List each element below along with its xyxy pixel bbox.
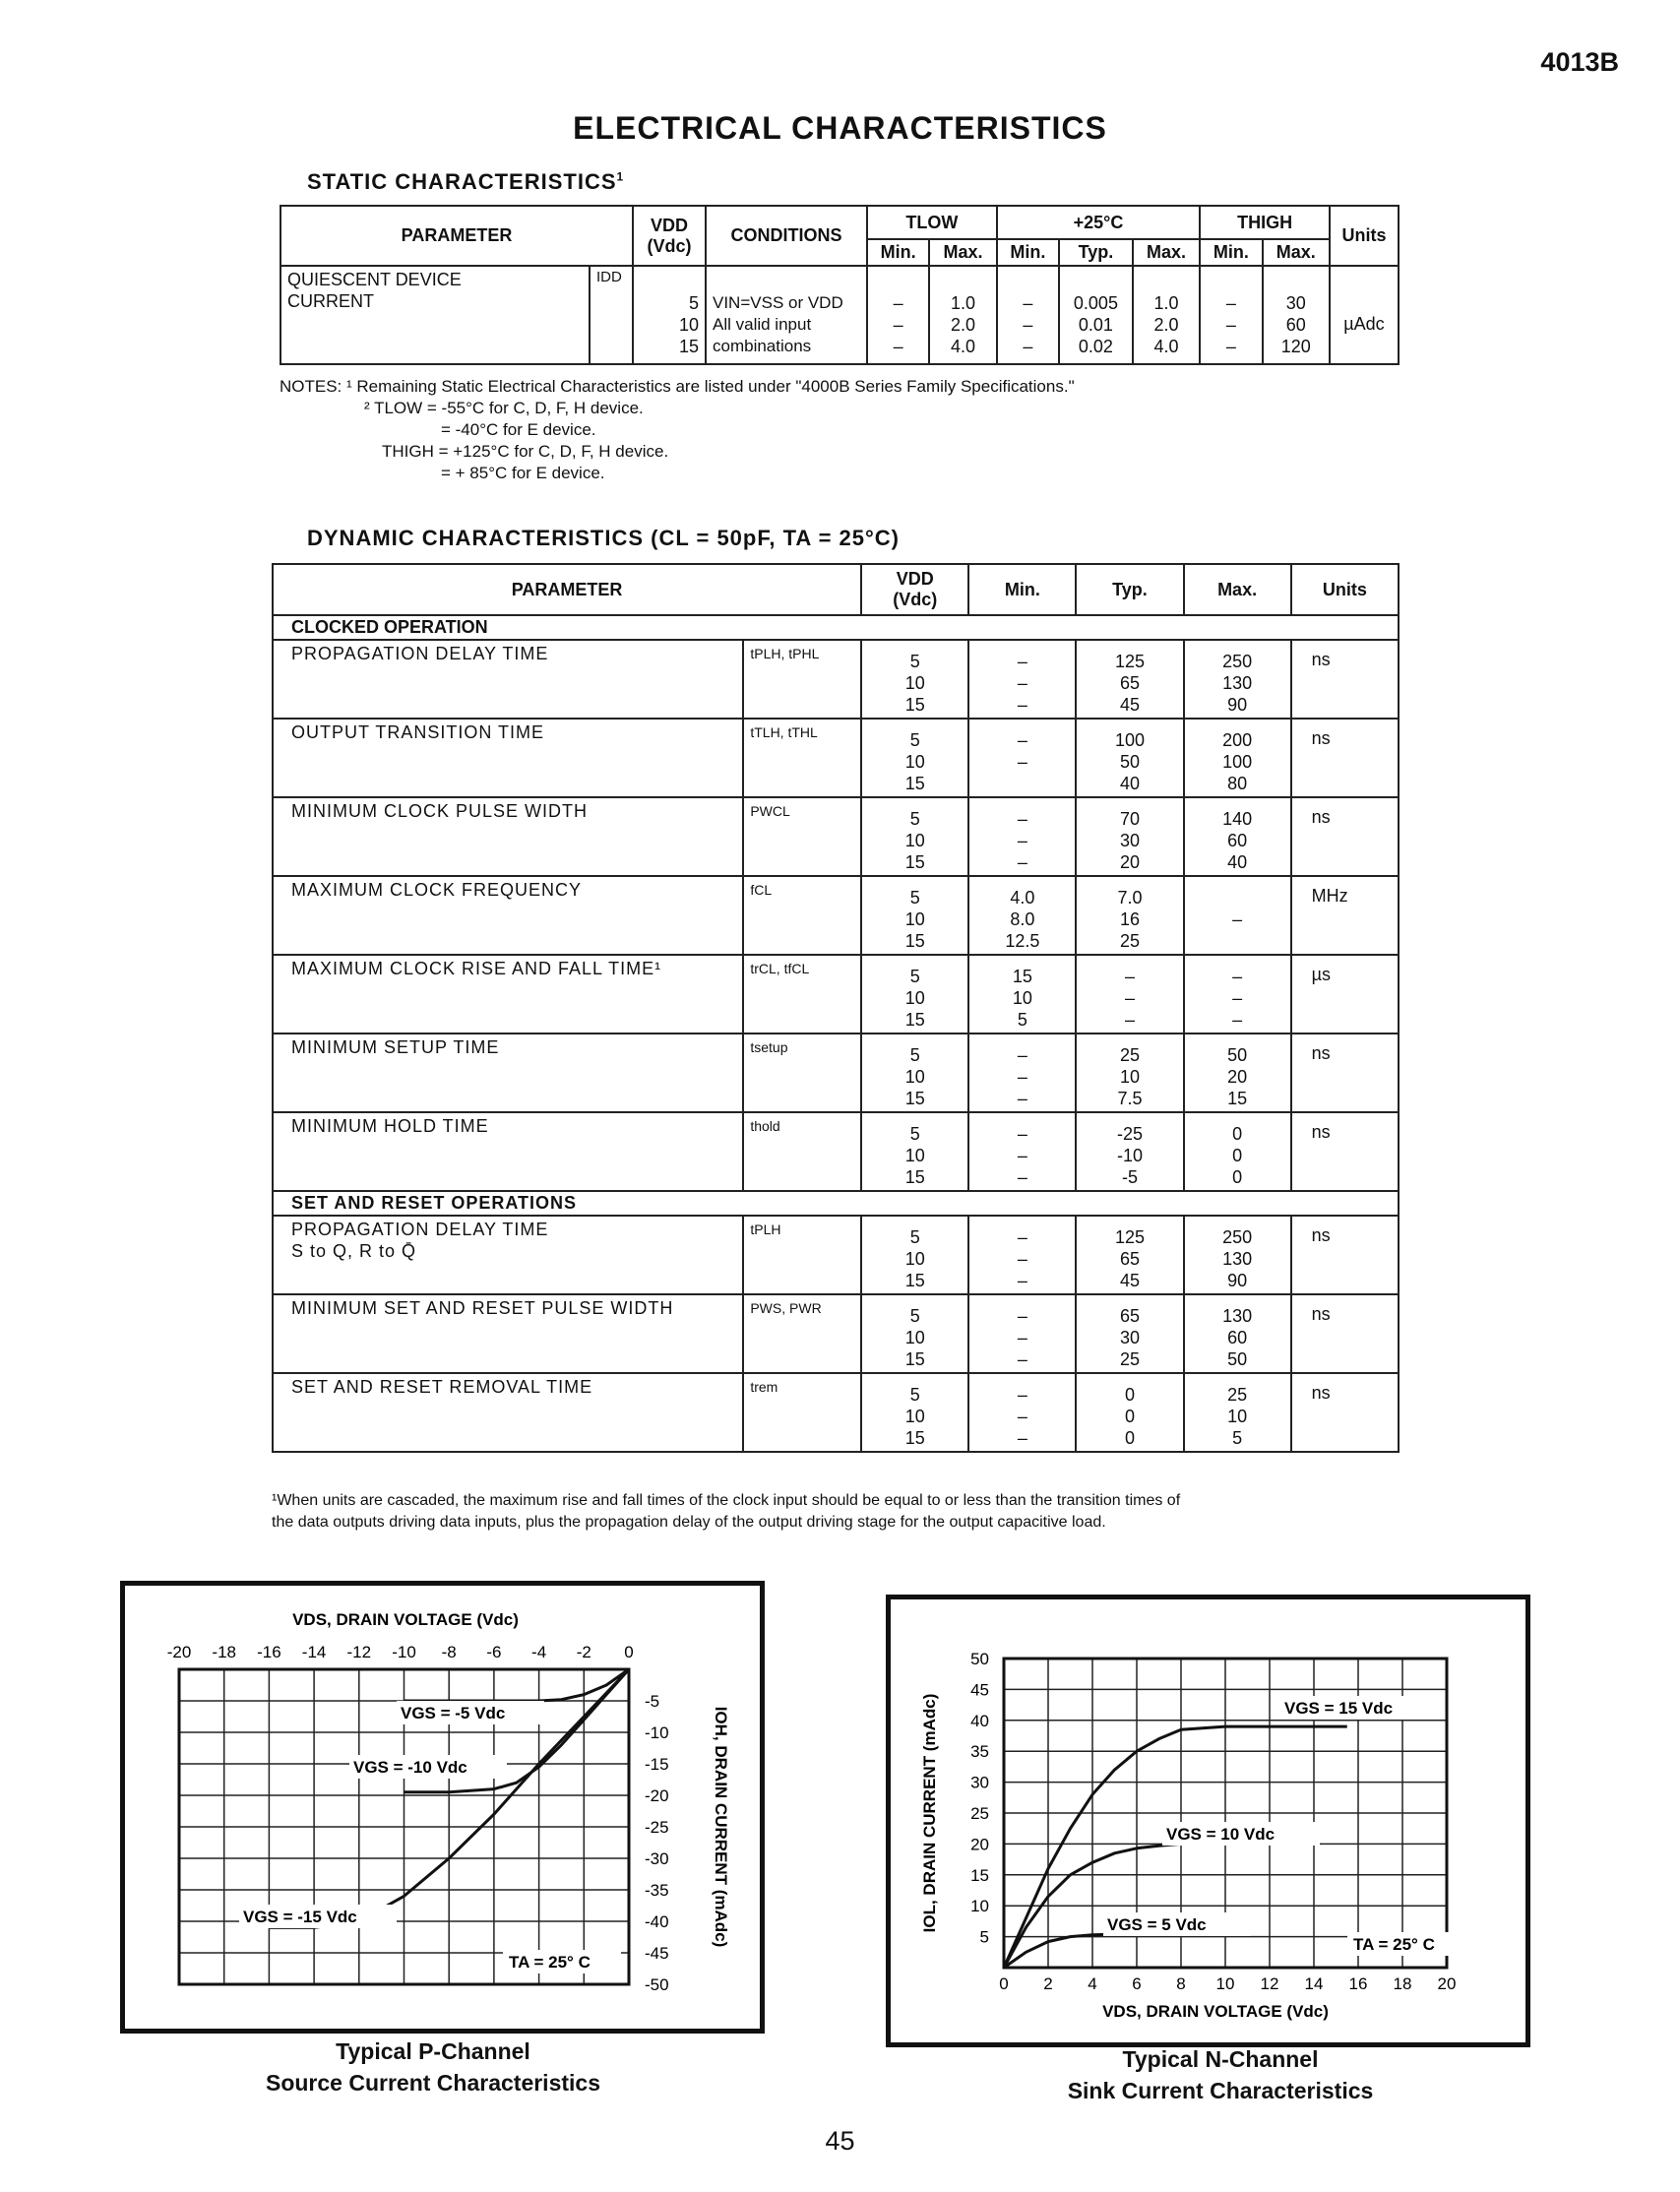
th-25-typ: Typ. <box>1059 239 1133 266</box>
x-tick-label: 18 <box>1393 1974 1412 1993</box>
clocked-param: MAXIMUM CLOCK FREQUENCY <box>273 876 743 955</box>
setreset-max: 25 10 5 <box>1184 1373 1291 1452</box>
setreset-row <box>273 1294 1399 1373</box>
clocked-typ: – – – <box>1076 955 1183 1033</box>
temperature-annotation: TA = 25° C <box>1353 1935 1435 1954</box>
p-channel-caption <box>187 2035 679 2098</box>
clocked-typ: 7.0 16 25 <box>1076 876 1183 955</box>
clocked-min: – – <box>968 719 1076 797</box>
clocked-typ: 125 65 45 <box>1076 640 1183 719</box>
setreset-min: – – – <box>968 1216 1076 1294</box>
setreset-vdd: 5 10 15 <box>861 1373 968 1452</box>
clocked-symbol: tTLH, tTHL <box>743 719 861 797</box>
th-thigh-min: Min. <box>1200 239 1262 266</box>
note-1: NOTES: ¹ Remaining Static Electrical Characteristics are listed under "4000B Series Family Specifications." <box>280 377 1075 396</box>
static-thigh-min: – – – <box>1200 266 1262 364</box>
series-line-3 <box>1004 1933 1225 1968</box>
series-label-1: VGS = -5 Vdc <box>401 1704 506 1722</box>
th-vdd <box>633 206 706 266</box>
clocked-symbol: tPLH, tPHL <box>743 640 861 719</box>
clocked-max: 140 60 40 <box>1184 797 1291 876</box>
setreset-symbol: trem <box>743 1373 861 1452</box>
th-conditions: CONDITIONS <box>706 206 867 266</box>
clocked-min: 4.0 8.0 12.5 <box>968 876 1076 955</box>
dth-units: Units <box>1291 564 1399 615</box>
y-tick-label: -50 <box>645 1975 669 1994</box>
setreset-units: ns <box>1291 1373 1399 1452</box>
clocked-max: 250 130 90 <box>1184 640 1291 719</box>
clocked-max: – <box>1184 876 1291 955</box>
n-caption-line2: Sink Current Characteristics <box>1067 2078 1374 2103</box>
y-tick-label: -25 <box>645 1818 669 1837</box>
clocked-typ: 70 30 20 <box>1076 797 1183 876</box>
clocked-symbol: thold <box>743 1112 861 1191</box>
setreset-units: ns <box>1291 1294 1399 1373</box>
setreset-max: 250 130 90 <box>1184 1216 1291 1294</box>
x-tick-label: 16 <box>1348 1974 1368 1993</box>
x-tick-label: -16 <box>257 1643 281 1661</box>
setreset-min: – – – <box>968 1294 1076 1373</box>
clocked-param: OUTPUT TRANSITION TIME <box>273 719 743 797</box>
y-tick-label: 50 <box>970 1650 989 1668</box>
clocked-units: ns <box>1291 1112 1399 1191</box>
dth-max: Max. <box>1184 564 1291 615</box>
clocked-vdd: 5 10 15 <box>861 797 968 876</box>
x-tick-label: -18 <box>212 1643 236 1661</box>
th-tlow: TLOW <box>867 206 997 239</box>
y-tick-label: 25 <box>970 1804 989 1823</box>
static-vdd: 5 10 15 <box>633 266 706 364</box>
dynamic-table <box>272 563 1400 1453</box>
x-tick-label: 6 <box>1132 1974 1142 1993</box>
n-channel-graph <box>886 1595 1530 2047</box>
series-label-2: VGS = -10 Vdc <box>353 1758 467 1777</box>
clocked-min: 15 10 5 <box>968 955 1076 1033</box>
static-25-max: 1.0 2.0 4.0 <box>1133 266 1200 364</box>
static-heading <box>307 169 624 195</box>
setreset-symbol: tPLH <box>743 1216 861 1294</box>
series-label-3: VGS = 5 Vdc <box>1107 1915 1207 1934</box>
part-number: 4013B <box>1540 47 1619 77</box>
x-tick-label: 0 <box>624 1643 634 1661</box>
dynamic-footnote: ¹When units are cascaded, the maximum rise and fall times of the clock input should be equal to or less than the transition times of the data outputs driving data inputs, plus the propagation delay of the output driving stage for the output capacitive load. <box>272 1492 1181 1531</box>
x-tick-label: 12 <box>1260 1974 1279 1993</box>
x-tick-label: 8 <box>1176 1974 1186 1993</box>
setreset-symbol: PWS, PWR <box>743 1294 861 1373</box>
p-caption-line1: Typical P-Channel <box>336 2038 530 2064</box>
y-tick-label: 15 <box>970 1865 989 1885</box>
x-tick-label: -10 <box>392 1643 416 1661</box>
y-tick-label: 45 <box>970 1680 989 1700</box>
clocked-row <box>273 719 1399 797</box>
clocked-min: – – – <box>968 1112 1076 1191</box>
y-axis-label: IOL, DRAIN CURRENT (mAdc) <box>920 1693 939 1933</box>
clocked-symbol: tsetup <box>743 1033 861 1112</box>
static-heading-text: STATIC CHARACTERISTICS <box>307 169 617 194</box>
group-setreset-row <box>273 1191 1399 1216</box>
clocked-row <box>273 640 1399 719</box>
static-units: µAdc <box>1330 266 1399 364</box>
static-tlow-min: – – – <box>867 266 929 364</box>
y-tick-label: -45 <box>645 1944 669 1963</box>
note-2: ² TLOW = -55°C for C, D, F, H device. <box>364 399 644 417</box>
dth-parameter: PARAMETER <box>273 564 861 615</box>
th-thigh: THIGH <box>1200 206 1330 239</box>
y-tick-label: -10 <box>645 1723 669 1742</box>
note-4: THIGH = +125°C for C, D, F, H device. <box>382 442 669 461</box>
x-tick-label: 4 <box>1088 1974 1097 1993</box>
clocked-param: MINIMUM SETUP TIME <box>273 1033 743 1112</box>
clocked-units: ns <box>1291 797 1399 876</box>
x-tick-label: 2 <box>1043 1974 1053 1993</box>
clocked-param: MINIMUM CLOCK PULSE WIDTH <box>273 797 743 876</box>
y-tick-label: 20 <box>970 1835 989 1854</box>
y-tick-label: -35 <box>645 1881 669 1900</box>
clocked-row <box>273 797 1399 876</box>
n-channel-chart <box>891 1599 1525 2042</box>
th-tlow-min: Min. <box>867 239 929 266</box>
x-tick-label: -8 <box>441 1643 457 1661</box>
page-title: ELECTRICAL CHARACTERISTICS <box>573 110 1107 146</box>
setreset-param: SET AND RESET REMOVAL TIME <box>273 1373 743 1452</box>
clocked-min: – – – <box>968 640 1076 719</box>
clocked-row <box>273 1112 1399 1191</box>
y-tick-label: 5 <box>979 1927 989 1947</box>
x-tick-label: -14 <box>301 1643 327 1661</box>
clocked-typ: 100 50 40 <box>1076 719 1183 797</box>
x-tick-label: 0 <box>999 1974 1009 1993</box>
x-tick-label: -6 <box>486 1643 502 1661</box>
series-label-2: VGS = 10 Vdc <box>1166 1825 1276 1844</box>
clocked-units: ns <box>1291 640 1399 719</box>
setreset-min: – – – <box>968 1373 1076 1452</box>
series-label-3: VGS = -15 Vdc <box>243 1908 357 1926</box>
dth-vdd-unit: (Vdc) <box>893 590 938 609</box>
clocked-vdd: 5 10 15 <box>861 1112 968 1191</box>
clocked-vdd: 5 10 15 <box>861 719 968 797</box>
group-setreset: SET AND RESET OPERATIONS <box>273 1191 1399 1216</box>
y-tick-label: -20 <box>645 1786 669 1805</box>
clocked-row <box>273 1033 1399 1112</box>
series-label-1: VGS = 15 Vdc <box>1284 1699 1394 1718</box>
clocked-row <box>273 955 1399 1033</box>
clocked-units: µs <box>1291 955 1399 1033</box>
setreset-row <box>273 1373 1399 1452</box>
static-thigh-max: 30 60 120 <box>1263 266 1330 364</box>
clocked-symbol: PWCL <box>743 797 861 876</box>
clocked-typ: -25 -10 -5 <box>1076 1112 1183 1191</box>
dth-vdd <box>861 564 968 615</box>
setreset-typ: 125 65 45 <box>1076 1216 1183 1294</box>
static-25-min: – – – <box>997 266 1059 364</box>
clocked-max: 0 0 0 <box>1184 1112 1291 1191</box>
setreset-vdd: 5 10 15 <box>861 1294 968 1373</box>
clocked-vdd: 5 10 15 <box>861 1033 968 1112</box>
static-parameter: QUIESCENT DEVICE CURRENT <box>280 266 590 364</box>
th-vdd-unit: (Vdc) <box>647 235 692 256</box>
dth-typ: Typ. <box>1076 564 1183 615</box>
th-vdd-label: VDD <box>650 215 688 235</box>
clocked-vdd: 5 10 15 <box>861 955 968 1033</box>
x-tick-label: -20 <box>166 1643 192 1661</box>
x-axis-label: VDS, DRAIN VOLTAGE (Vdc) <box>1102 2002 1329 2021</box>
note-5: = + 85°C for E device. <box>441 464 605 482</box>
x-tick-label: 20 <box>1437 1974 1457 1993</box>
p-channel-chart <box>125 1586 760 2029</box>
th-parameter: PARAMETER <box>280 206 633 266</box>
static-25-typ: 0.005 0.01 0.02 <box>1059 266 1133 364</box>
th-25c: +25°C <box>997 206 1201 239</box>
th-25-min: Min. <box>997 239 1059 266</box>
setreset-param: MINIMUM SET AND RESET PULSE WIDTH <box>273 1294 743 1373</box>
static-tlow-max: 1.0 2.0 4.0 <box>929 266 996 364</box>
clocked-min: – – – <box>968 797 1076 876</box>
y-axis-label: IOH, DRAIN CURRENT (mAdc) <box>712 1706 730 1948</box>
setreset-units: ns <box>1291 1216 1399 1294</box>
n-caption-line1: Typical N-Channel <box>1122 2046 1319 2072</box>
dynamic-heading: DYNAMIC CHARACTERISTICS (CL = 50pF, TA = 25°C) <box>307 526 901 550</box>
p-channel-graph <box>120 1581 765 2034</box>
y-tick-label: -15 <box>645 1755 669 1774</box>
x-tick-label: -12 <box>346 1643 372 1661</box>
y-tick-label: 10 <box>970 1897 989 1916</box>
y-tick-label: -30 <box>645 1849 669 1868</box>
clocked-vdd: 5 10 15 <box>861 640 968 719</box>
series-line-1 <box>404 1669 630 1701</box>
static-table <box>280 205 1400 365</box>
clocked-min: – – – <box>968 1033 1076 1112</box>
clocked-units: ns <box>1291 1033 1399 1112</box>
setreset-row <box>273 1216 1399 1294</box>
static-symbol: IDD <box>590 266 633 364</box>
clocked-symbol: trCL, tfCL <box>743 955 861 1033</box>
dth-min: Min. <box>968 564 1076 615</box>
clocked-vdd: 5 10 15 <box>861 876 968 955</box>
x-tick-label: -2 <box>576 1643 591 1661</box>
setreset-typ: 0 0 0 <box>1076 1373 1183 1452</box>
th-units: Units <box>1330 206 1399 266</box>
p-caption-line2: Source Current Characteristics <box>265 2070 600 2096</box>
setreset-vdd: 5 10 15 <box>861 1216 968 1294</box>
clocked-param: MAXIMUM CLOCK RISE AND FALL TIME¹ <box>273 955 743 1033</box>
clocked-row <box>273 876 1399 955</box>
clocked-max: 200 100 80 <box>1184 719 1291 797</box>
clocked-symbol: fCL <box>743 876 861 955</box>
temperature-annotation: TA = 25° C <box>509 1953 591 1972</box>
setreset-typ: 65 30 25 <box>1076 1294 1183 1373</box>
x-axis-label: VDS, DRAIN VOLTAGE (Vdc) <box>292 1610 519 1629</box>
clocked-typ: 25 10 7.5 <box>1076 1033 1183 1112</box>
setreset-param: PROPAGATION DELAY TIME S to Q, R to Q̄ <box>273 1216 743 1294</box>
y-tick-label: 40 <box>970 1711 989 1730</box>
clocked-max: – – – <box>1184 955 1291 1033</box>
clocked-units: ns <box>1291 719 1399 797</box>
th-thigh-max: Max. <box>1263 239 1330 266</box>
y-tick-label: 30 <box>970 1773 989 1792</box>
clocked-units: MHz <box>1291 876 1399 955</box>
static-notes <box>280 376 1075 484</box>
y-tick-label: -40 <box>645 1912 669 1931</box>
page-number: 45 <box>825 2126 855 2156</box>
n-channel-caption <box>984 2043 1457 2106</box>
y-tick-label: -5 <box>645 1692 660 1711</box>
th-tlow-max: Max. <box>929 239 996 266</box>
note-3: = -40°C for E device. <box>441 420 596 439</box>
dth-vdd-label: VDD <box>896 569 934 589</box>
th-25-max: Max. <box>1133 239 1200 266</box>
clocked-max: 50 20 15 <box>1184 1033 1291 1112</box>
static-heading-sup: 1 <box>616 169 625 184</box>
x-tick-label: 10 <box>1215 1974 1235 1993</box>
clocked-param: PROPAGATION DELAY TIME <box>273 640 743 719</box>
setreset-max: 130 60 50 <box>1184 1294 1291 1373</box>
x-tick-label: 14 <box>1304 1974 1324 1993</box>
y-tick-label: 35 <box>970 1742 989 1762</box>
static-conditions: VIN=VSS or VDD All valid input combinations <box>706 266 867 364</box>
group-clocked: CLOCKED OPERATION <box>273 615 1399 640</box>
x-tick-label: -4 <box>531 1643 547 1661</box>
clocked-param: MINIMUM HOLD TIME <box>273 1112 743 1191</box>
